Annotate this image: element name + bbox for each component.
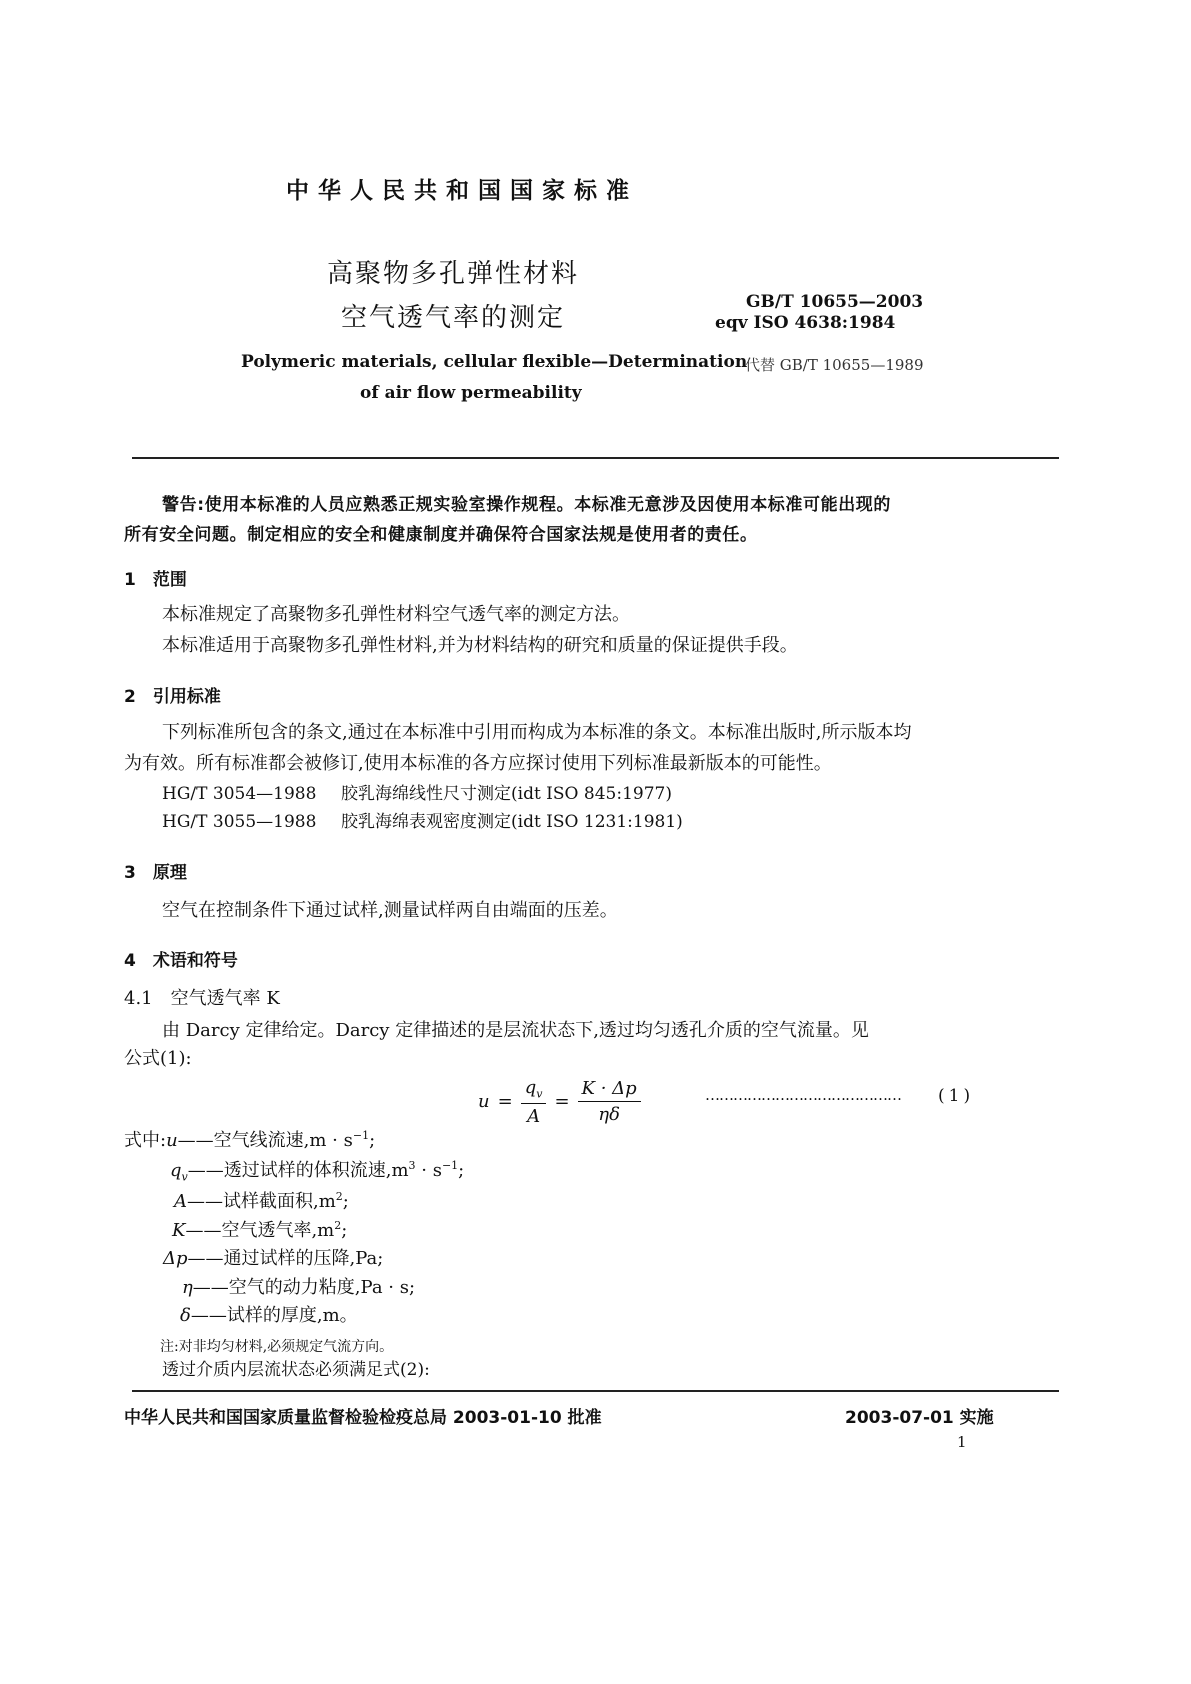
symbol-delta-letter: δ [180, 1305, 191, 1326]
warning-line-1: 警告:使用本标准的人员应熟悉正规实验室操作规程。本标准无意涉及因使用本标准可能出现的 [162, 495, 891, 515]
section-2-heading: 2 引用标准 [124, 687, 221, 707]
symbol-A-end: ; [342, 1191, 349, 1212]
warning-line-2: 所有安全问题。制定相应的安全和健康制度并确保符合国家法规是使用者的责任。 [124, 525, 758, 545]
last-paragraph: 透过介质内层流状态必须满足式(2): [162, 1360, 430, 1380]
formula-equals-2: = [554, 1091, 570, 1113]
symbol-u-description: ——空气线流速,m · s [177, 1130, 353, 1151]
formula-f1-numerator-sub: v [536, 1087, 543, 1101]
formula-f1-numerator: q [524, 1077, 537, 1098]
section-1-paragraph-2: 本标准适用于高聚物多孔弹性材料,并为材料结构的研究和质量的保证提供手段。 [162, 635, 798, 656]
formula-f2-denominator: ηδ [598, 1104, 620, 1126]
formula-equals-1: = [497, 1091, 513, 1113]
symbol-qv [170, 1160, 464, 1183]
reference-2-title: 胶乳海绵表观密度测定(idt ISO 1231:1981) [341, 812, 683, 832]
header-divider [132, 457, 1059, 459]
symbol-qv-exponent-1: 3 [408, 1159, 416, 1172]
symbol-eta-letter: η [182, 1277, 193, 1298]
footer-divider [132, 1390, 1059, 1392]
section-4-1-paragraph-line-2: 公式(1): [124, 1048, 192, 1069]
section-1-heading: 1 范围 [124, 570, 187, 590]
section-3-heading: 3 原理 [124, 863, 187, 883]
symbol-K-end: ; [341, 1220, 348, 1241]
symbol-A-exponent: 2 [335, 1190, 343, 1203]
formula-fraction-1 [521, 1077, 547, 1127]
title-line-2: 空气透气率的测定 [341, 303, 566, 333]
symbol-u-letter: u [166, 1130, 178, 1151]
section-4-1-paragraph-line-1: 由 Darcy 定律给定。Darcy 定律描述的是层流状态下,透过均匀透孔介质的空气流量。见 [162, 1020, 869, 1041]
symbol-u [124, 1130, 375, 1150]
english-title-line-2: of air flow permeability [360, 383, 582, 403]
standard-code: GB/T 10655—2003 [746, 292, 924, 312]
symbol-eta [182, 1279, 415, 1297]
note-text: 注:对非均匀材料,必须规定气流方向。 [160, 1339, 394, 1355]
formula-lhs: u [478, 1091, 490, 1113]
formula-1-number: (1) [938, 1086, 975, 1106]
symbol-u-end: ; [369, 1130, 376, 1151]
symbol-delta-p-description: ——通过试样的压降,Pa; [187, 1248, 384, 1269]
effective-date: 2003-07-01 实施 [845, 1408, 994, 1428]
approval-statement: 中华人民共和国国家质量监督检验检疫总局 2003-01-10 批准 [124, 1408, 602, 1428]
symbol-A-letter: A [174, 1191, 187, 1212]
symbol-eta-description: ——空气的动力粘度,Pa · s; [192, 1277, 416, 1298]
symbol-qv-exponent-2: −1 [441, 1159, 459, 1172]
symbol-qv-end: ; [458, 1160, 465, 1181]
symbol-qv-subscript: v [181, 1170, 188, 1184]
formula-1-leader-dots: …………………………………… [705, 1086, 901, 1104]
symbol-K-exponent: 2 [334, 1219, 342, 1232]
page-number: 1 [957, 1433, 967, 1451]
reference-1-code: HG/T 3054—1988 [162, 784, 317, 804]
symbol-A [174, 1191, 349, 1211]
symbol-delta-p [163, 1250, 383, 1268]
symbol-K [172, 1220, 347, 1240]
symbol-A-description: ——试样截面积,m [187, 1191, 336, 1212]
formula-fraction-2 [578, 1078, 641, 1125]
formula-1 [478, 1077, 641, 1127]
section-3-paragraph: 空气在控制条件下通过试样,测量试样两自由端面的压差。 [162, 900, 618, 921]
section-2-paragraph-line-2: 为有效。所有标准都会被修订,使用本标准的各方应探讨使用下列标准最新版本的可能性。 [124, 753, 832, 774]
symbol-qv-letter: q [170, 1160, 182, 1181]
symbol-delta [180, 1307, 358, 1325]
section-2-paragraph-line-1: 下列标准所包含的条文,通过在本标准中引用而构成为本标准的条文。本标准出版时,所示版本均 [162, 722, 912, 743]
national-standard-heading: 中华人民共和国国家标准 [286, 178, 638, 204]
reference-1-title: 胶乳海绵线性尺寸测定(idt ISO 845:1977) [341, 784, 672, 804]
equivalent-standard: eqv ISO 4638:1984 [715, 313, 896, 333]
symbol-u-exponent: −1 [352, 1129, 370, 1142]
symbol-qv-mid: · s [415, 1160, 442, 1181]
section-1-paragraph-1: 本标准规定了高聚物多孔弹性材料空气透气率的测定方法。 [162, 604, 630, 625]
section-4-heading: 4 术语和符号 [124, 951, 238, 971]
symbol-delta-description: ——试样的厚度,m。 [190, 1305, 358, 1326]
symbol-qv-description: ——透过试样的体积流速,m [187, 1160, 409, 1181]
title-line-1: 高聚物多孔弹性材料 [327, 259, 580, 289]
formula-f1-denominator: A [527, 1105, 541, 1127]
symbols-intro: 式中: [124, 1130, 167, 1151]
formula-f2-numerator: K · Δp [578, 1078, 641, 1102]
replaces-standard: 代替 GB/T 10655—1989 [745, 356, 924, 374]
reference-2-code: HG/T 3055—1988 [162, 812, 317, 832]
english-title-line-1: Polymeric materials, cellular flexible—Determination [241, 352, 748, 372]
symbol-delta-p-letter: Δp [163, 1248, 188, 1269]
section-4-1-heading: 4.1 空气透气率 K [124, 988, 280, 1009]
symbol-K-letter: K [172, 1220, 186, 1241]
symbol-K-description: ——空气透气率,m [185, 1220, 335, 1241]
